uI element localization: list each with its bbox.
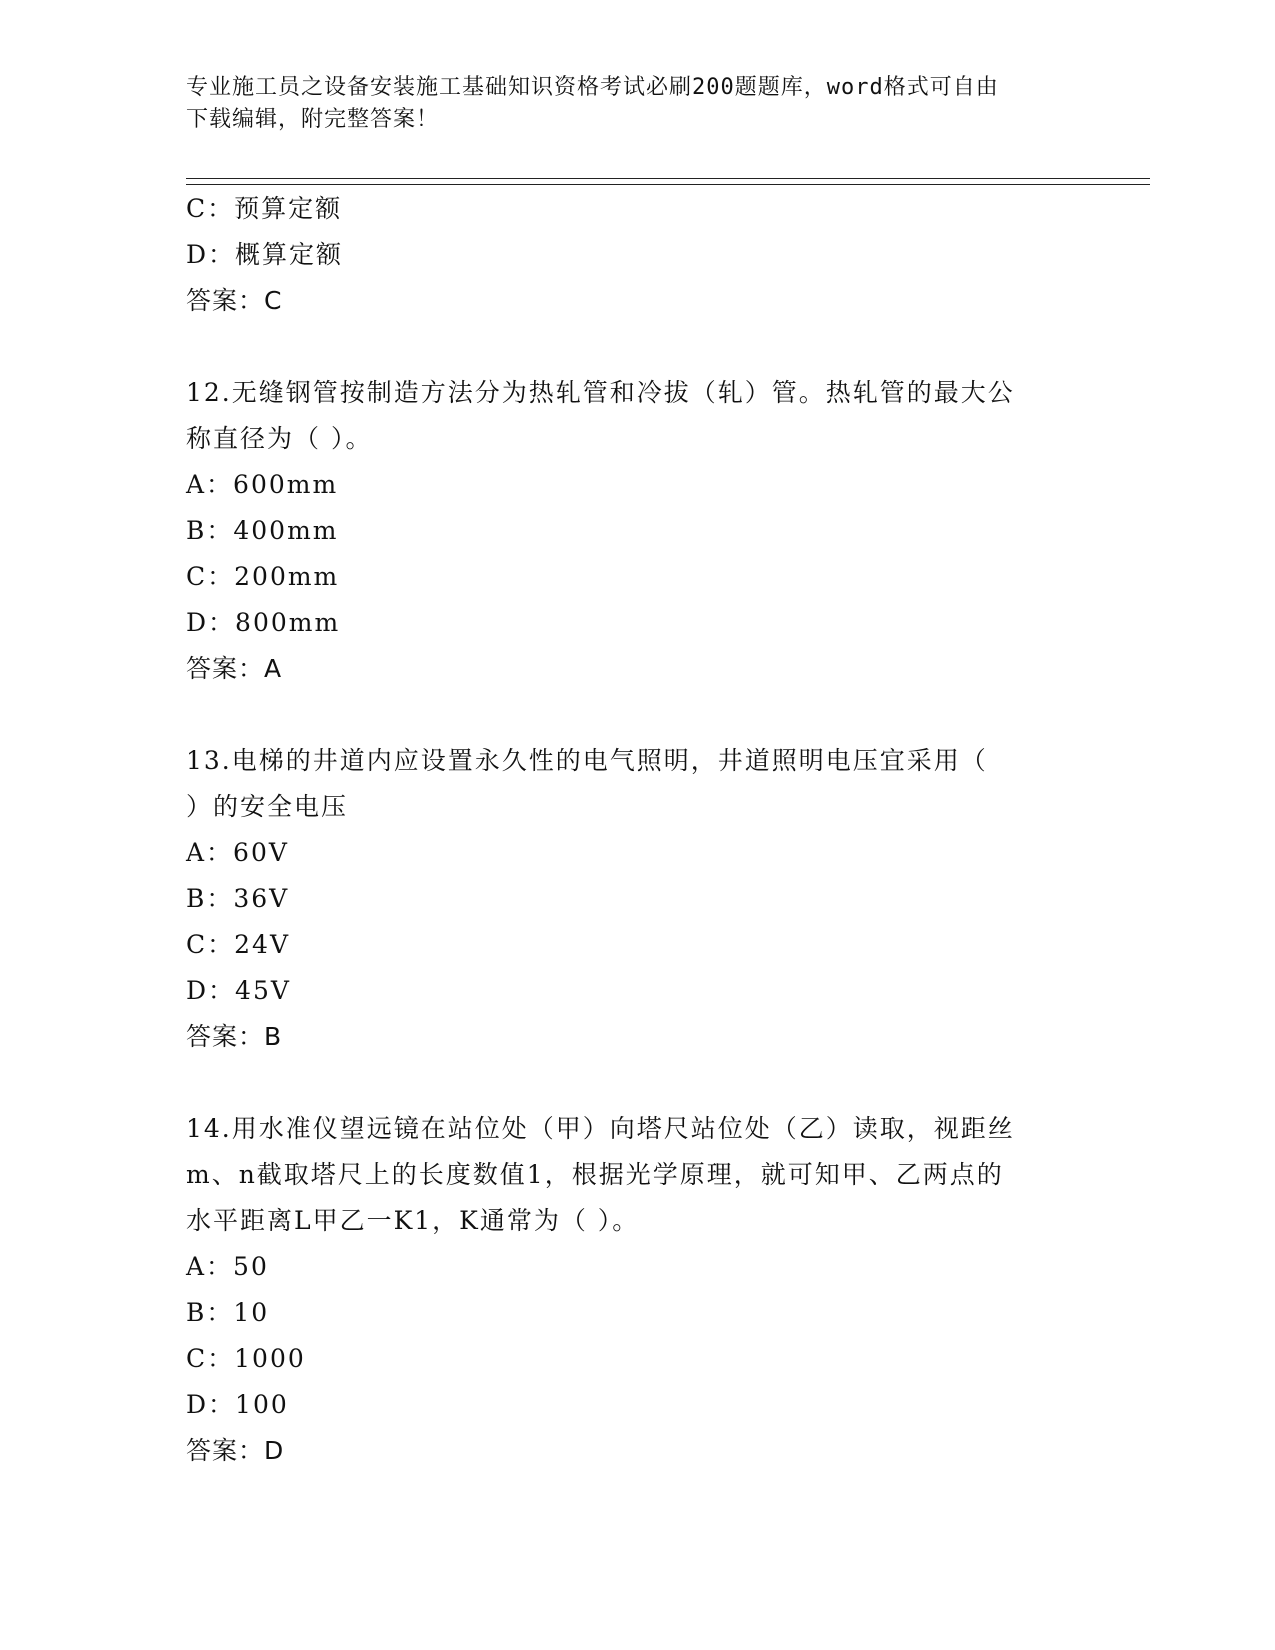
option-b: B：36V xyxy=(186,884,290,913)
answer-line: 答案：C xyxy=(186,286,283,315)
option-b: B：400mm xyxy=(186,516,339,545)
answer-line: 答案：D xyxy=(186,1436,285,1465)
question-stem-line: 14.用水准仪望远镜在站位处（甲）向塔尺站位处（乙）读取，视距丝 xyxy=(186,1114,1015,1143)
option-d: D：100 xyxy=(186,1390,289,1419)
question-13 xyxy=(186,738,1086,1060)
spacer xyxy=(186,324,1086,370)
option-c: C：1000 xyxy=(186,1344,306,1373)
document-header xyxy=(186,72,1066,136)
option-d: D：概算定额 xyxy=(186,240,344,269)
option-c: C：24V xyxy=(186,930,290,959)
question-stem-line: 水平距离L甲乙一K1，K通常为（ ）。 xyxy=(186,1206,640,1235)
question-stem-line: 称直径为（ ）。 xyxy=(186,424,373,453)
answer-line: 答案：B xyxy=(186,1022,283,1051)
question-12 xyxy=(186,370,1086,692)
option-d: D：45V xyxy=(186,976,291,1005)
question-14 xyxy=(186,1106,1086,1474)
header-line-2: 下载编辑，附完整答案！ xyxy=(186,107,440,132)
answer-line: 答案：A xyxy=(186,654,283,683)
option-a: A：60V xyxy=(186,838,289,867)
question-stem-line: 13.电梯的井道内应设置永久性的电气照明，井道照明电压宜采用（ xyxy=(186,746,988,775)
spacer xyxy=(186,1060,1086,1106)
question-list xyxy=(186,186,1086,1474)
option-a: A：50 xyxy=(186,1252,269,1281)
question-stem-line: ）的安全电压 xyxy=(186,792,349,821)
option-c: C：预算定额 xyxy=(186,194,343,223)
option-c: C：200mm xyxy=(186,562,340,591)
previous-question-tail xyxy=(186,186,1086,324)
spacer xyxy=(186,692,1086,738)
header-line-1: 专业施工员之设备安装施工基础知识资格考试必刷200题题库，word格式可自由 xyxy=(186,75,999,100)
option-b: B：10 xyxy=(186,1298,270,1327)
question-stem-line: m、n截取塔尺上的长度数值1，根据光学原理，就可知甲、乙两点的 xyxy=(186,1160,1004,1189)
option-d: D：800mm xyxy=(186,608,341,637)
question-stem-line: 12.无缝钢管按制造方法分为热轧管和冷拔（轧）管。热轧管的最大公 xyxy=(186,378,1015,407)
option-a: A：600mm xyxy=(186,470,339,499)
header-divider xyxy=(186,178,1150,185)
